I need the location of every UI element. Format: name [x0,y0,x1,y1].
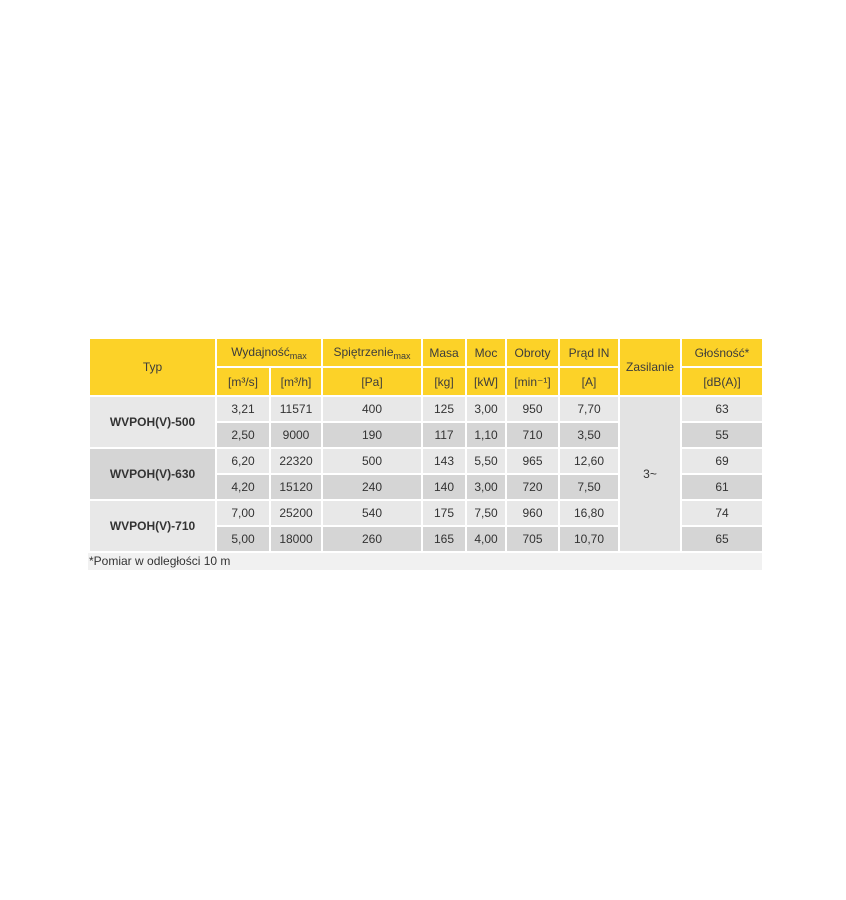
unit-dba: [dB(A)] [681,367,763,396]
value-cell: 6,20 [216,448,270,474]
value-cell: 16,80 [559,500,619,526]
value-cell: 1,10 [466,422,506,448]
col-header-spietrzenie-sub: max [393,350,411,361]
value-cell: 3,21 [216,396,270,422]
value-cell: 3,00 [466,396,506,422]
value-cell: 720 [506,474,559,500]
value-cell: 12,60 [559,448,619,474]
value-cell: 165 [422,526,466,552]
value-cell: 175 [422,500,466,526]
value-cell: 11571 [270,396,322,422]
value-cell: 63 [681,396,763,422]
unit-kg: [kg] [422,367,466,396]
value-cell: 540 [322,500,422,526]
value-cell: 9000 [270,422,322,448]
value-cell: 4,20 [216,474,270,500]
value-cell: 960 [506,500,559,526]
value-cell: 69 [681,448,763,474]
value-cell: 74 [681,500,763,526]
table-footnote: *Pomiar w odległości 10 m [88,553,762,570]
value-cell: 7,70 [559,396,619,422]
col-header-wydajnosc [216,338,322,367]
col-header-wydajnosc-sub: max [289,350,307,361]
value-cell: 7,00 [216,500,270,526]
value-cell: 965 [506,448,559,474]
col-header-spietrzenie-label: Spiętrzenie [333,344,394,359]
value-cell: 61 [681,474,763,500]
value-cell: 950 [506,396,559,422]
value-cell: 22320 [270,448,322,474]
unit-kw: [kW] [466,367,506,396]
value-cell: 710 [506,422,559,448]
col-header-wydajnosc-label: Wydajność [231,344,290,359]
value-cell: 117 [422,422,466,448]
value-cell: 15120 [270,474,322,500]
model-cell-wvpoh-710: WVPOH(V)-710 [89,500,216,552]
col-header-spietrzenie [322,338,422,367]
value-cell: 140 [422,474,466,500]
value-cell: 5,50 [466,448,506,474]
unit-pa: [Pa] [322,367,422,396]
fan-spec-table [88,337,764,553]
value-cell: 500 [322,448,422,474]
value-cell: 4,00 [466,526,506,552]
col-header-zasilanie: Zasilanie [619,338,681,396]
unit-m3h: [m³/h] [270,367,322,396]
value-cell: 3,50 [559,422,619,448]
value-cell: 2,50 [216,422,270,448]
col-header-masa: Masa [422,338,466,367]
unit-min: [min⁻¹] [506,367,559,396]
spec-table-section [88,337,762,570]
value-cell: 55 [681,422,763,448]
zasilanie-cell: 3~ [619,396,681,552]
col-header-glosnosc: Głośność* [681,338,763,367]
unit-m3s: [m³/s] [216,367,270,396]
unit-a: [A] [559,367,619,396]
value-cell: 18000 [270,526,322,552]
value-cell: 5,00 [216,526,270,552]
value-cell: 125 [422,396,466,422]
table-row [89,396,763,422]
value-cell: 7,50 [466,500,506,526]
value-cell: 7,50 [559,474,619,500]
header-row-labels [89,338,763,367]
value-cell: 3,00 [466,474,506,500]
value-cell: 25200 [270,500,322,526]
col-header-prad: Prąd IN [559,338,619,367]
col-header-typ: Typ [89,338,216,396]
value-cell: 65 [681,526,763,552]
value-cell: 260 [322,526,422,552]
value-cell: 190 [322,422,422,448]
value-cell: 143 [422,448,466,474]
value-cell: 10,70 [559,526,619,552]
value-cell: 240 [322,474,422,500]
col-header-obroty: Obroty [506,338,559,367]
value-cell: 400 [322,396,422,422]
col-header-moc: Moc [466,338,506,367]
value-cell: 705 [506,526,559,552]
model-cell-wvpoh-500: WVPOH(V)-500 [89,396,216,448]
model-cell-wvpoh-630: WVPOH(V)-630 [89,448,216,500]
